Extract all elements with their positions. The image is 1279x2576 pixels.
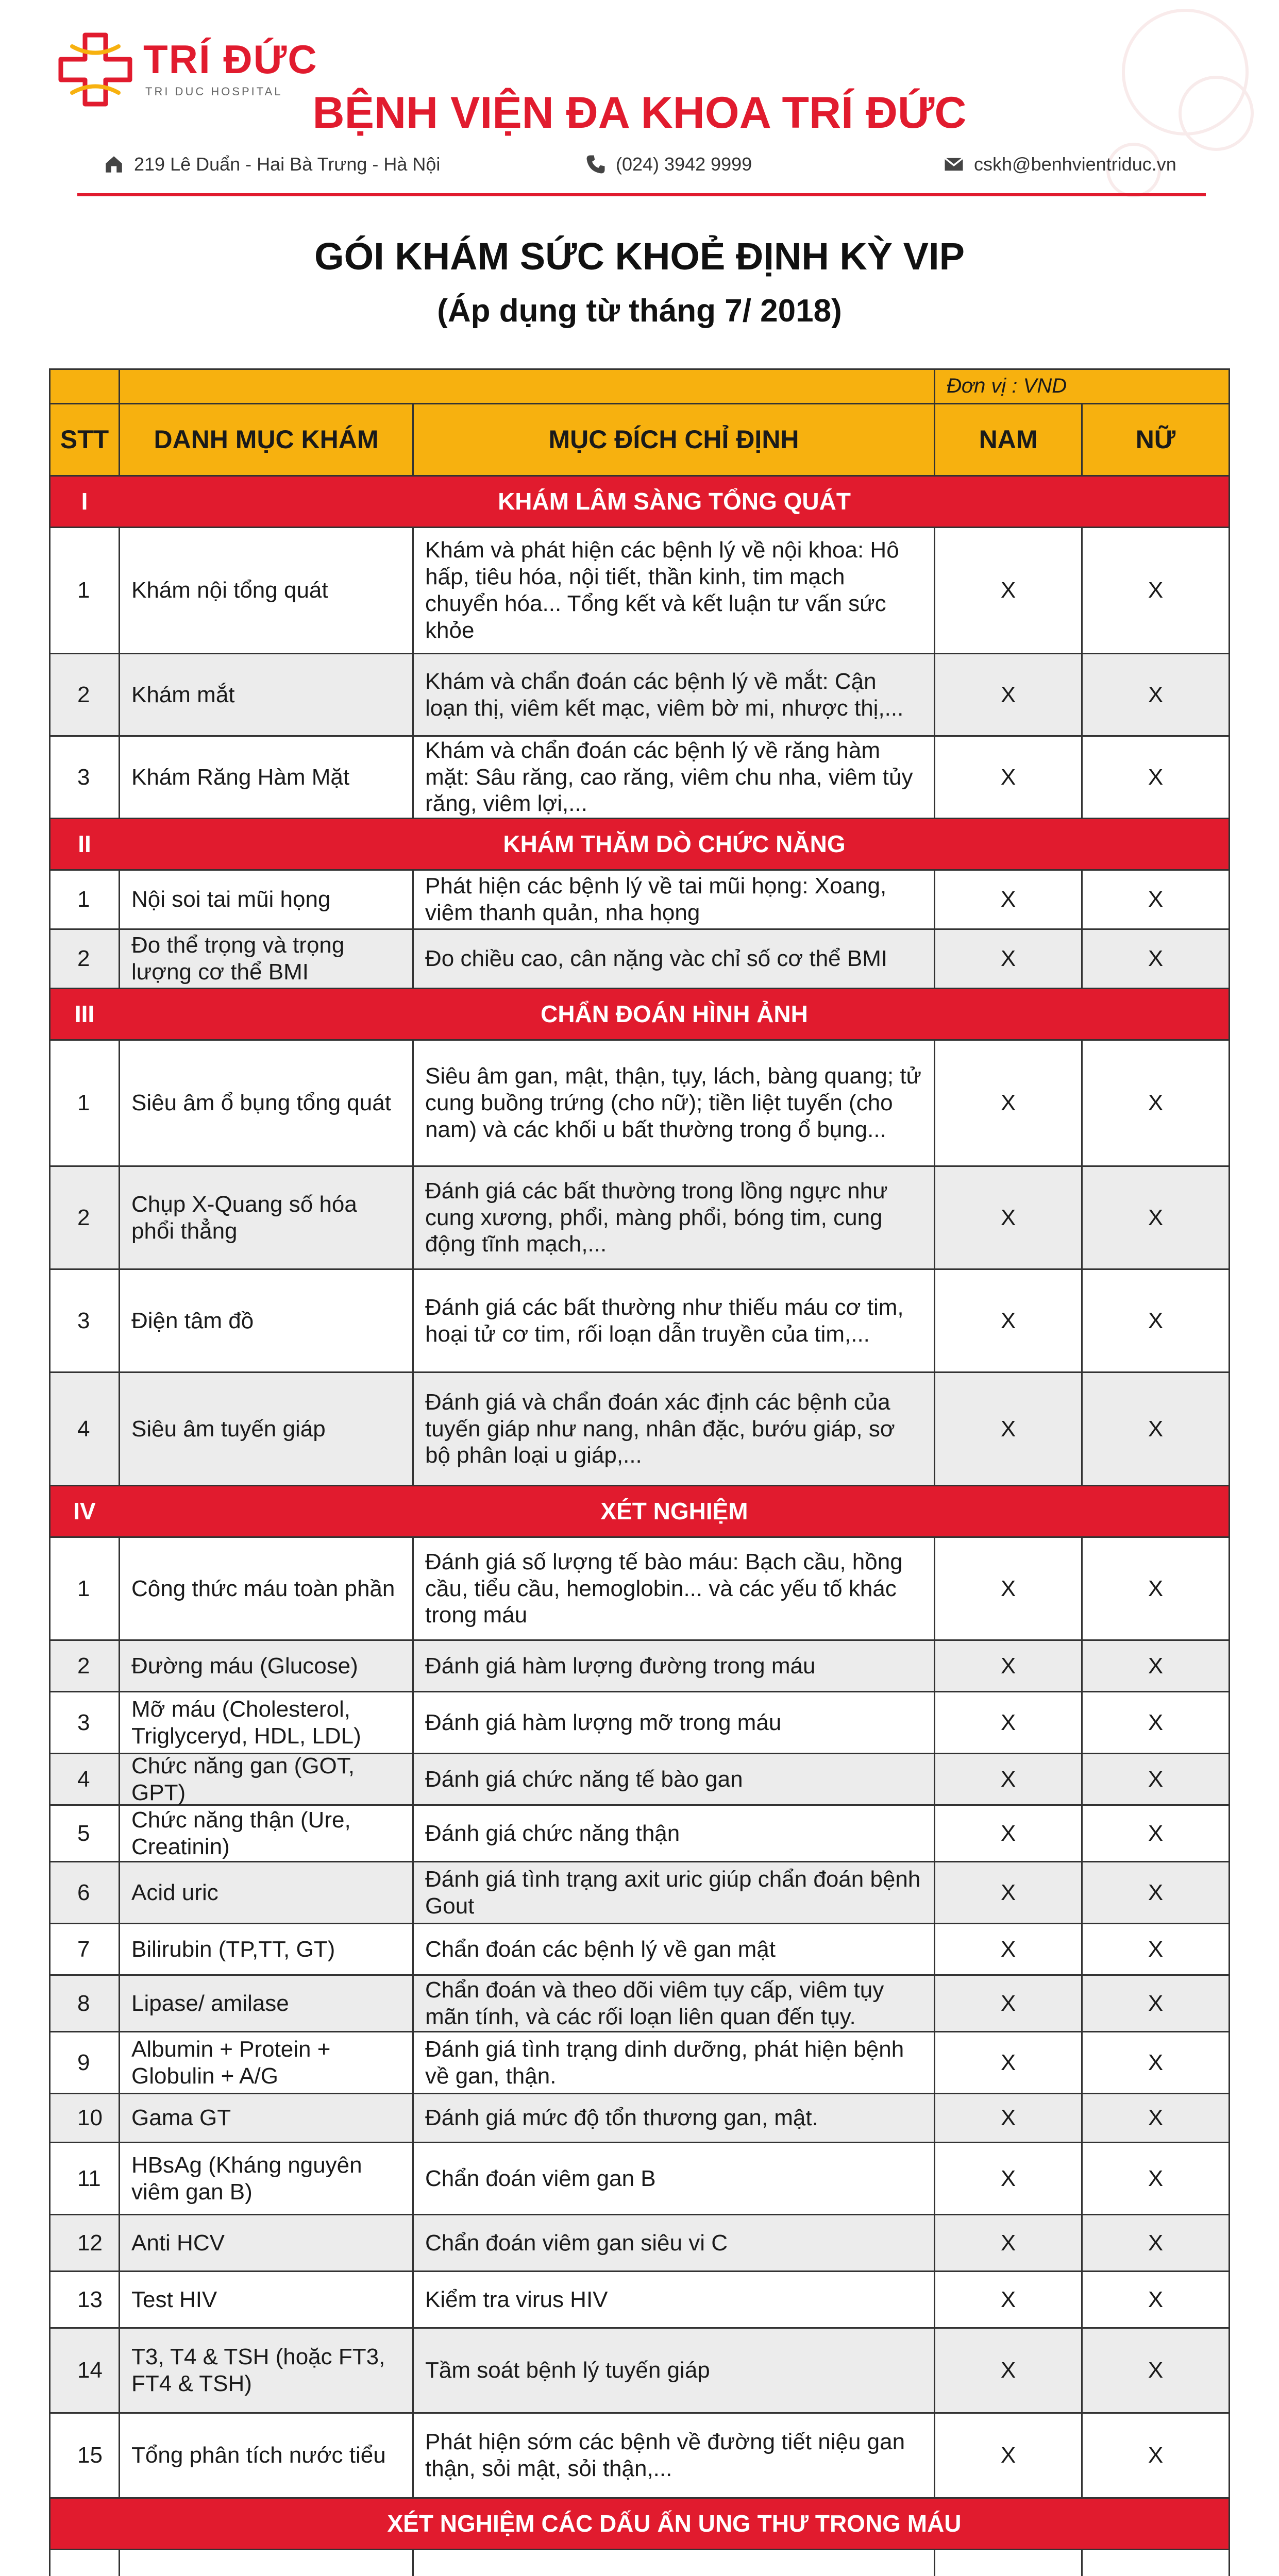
row-male-mark: X (935, 1538, 1083, 1639)
row-male-mark: X (935, 654, 1083, 735)
row-stt: 5 (49, 1806, 120, 1861)
table-row (49, 1806, 1230, 1862)
row-category: Nội soi tai mũi họng (120, 871, 414, 928)
row-category: Mỡ máu (Cholesterol, Triglyceryd, HDL, LDL) (120, 1692, 414, 1753)
row-female-mark (1083, 2550, 1230, 2576)
row-category: Tổng phân tích nước tiểu (120, 2414, 414, 2497)
price-table (49, 368, 1230, 2576)
row-purpose: Chẩn đoán các bệnh lý về gan mật (414, 1924, 935, 1974)
row-purpose: Đánh giá tình trạng dinh dưỡng, phát hiện bệnh về gan, thận. (414, 2032, 935, 2093)
row-female-mark: X (1083, 2143, 1230, 2214)
row-male-mark: X (935, 2414, 1083, 2497)
table-row (49, 1976, 1230, 2032)
row-male-mark: X (935, 1041, 1083, 1165)
row-stt: 1 (49, 528, 120, 653)
row-stt: 6 (49, 1862, 120, 1923)
home-icon (103, 154, 125, 175)
table-row (49, 930, 1230, 989)
table-row (49, 1270, 1230, 1373)
section-title: CHẨN ĐOÁN HÌNH ẢNH (120, 989, 1230, 1039)
row-purpose: Chẩn đoán viêm gan B (414, 2143, 935, 2214)
row-female-mark: X (1083, 1373, 1230, 1485)
row-category: HBsAg (Kháng nguyên viêm gan B) (120, 2143, 414, 2214)
col-stt: STT (49, 404, 120, 475)
logo-subtitle: TRI DUC HOSPITAL (145, 85, 283, 98)
row-male-mark: X (935, 1976, 1083, 2031)
section-row (49, 819, 1230, 871)
row-female-mark: X (1083, 1862, 1230, 1923)
row-female-mark: X (1083, 1041, 1230, 1165)
row-category: Gama GT (120, 2094, 414, 2142)
row-male-mark: X (935, 2329, 1083, 2412)
row-stt: 15 (49, 2414, 120, 2497)
section-number (49, 2499, 120, 2549)
phone-text: (024) 3942 9999 (616, 154, 752, 175)
row-female-mark: X (1083, 654, 1230, 735)
row-male-mark: X (935, 1641, 1083, 1691)
row-stt: 13 (49, 2272, 120, 2327)
unit-label: Đơn vị : VND (935, 370, 1230, 403)
row-purpose: Đánh giá hàm lượng đường trong máu (414, 1641, 935, 1691)
row-male-mark: X (935, 1167, 1083, 1268)
phone-item[interactable] (585, 154, 752, 175)
row-female-mark: X (1083, 2094, 1230, 2142)
row-stt: 4 (49, 1754, 120, 1804)
row-female-mark: X (1083, 737, 1230, 818)
section-row (49, 989, 1230, 1041)
row-category: Khám Răng Hàm Mặt (120, 737, 414, 818)
row-purpose (414, 2550, 935, 2576)
col-female: NỮ (1083, 404, 1230, 475)
row-stt: 10 (49, 2094, 120, 2142)
contact-row (103, 154, 1180, 184)
row-female-mark: X (1083, 2414, 1230, 2497)
row-purpose: Khám và phát hiện các bệnh lý về nội khoa: Hô hấp, tiêu hóa, nội tiết, thần kinh, tim mạch chuyển hóa... Tổng kết và kết luận tư vấn sức khỏe (414, 528, 935, 653)
row-male-mark: X (935, 528, 1083, 653)
address-item (103, 154, 440, 175)
row-male-mark: X (935, 930, 1083, 988)
row-male-mark: X (935, 1924, 1083, 1974)
table-row (49, 2215, 1230, 2272)
section-number: III (49, 989, 120, 1039)
table-row (49, 1862, 1230, 1924)
row-purpose: Đánh giá và chẩn đoán xác định các bệnh của tuyến giáp như nang, nhân đặc, bướu giáp, sơ bộ phân loại u giáp,... (414, 1373, 935, 1485)
row-female-mark: X (1083, 2032, 1230, 2093)
row-female-mark: X (1083, 1538, 1230, 1639)
email-text: cskh@benhvientriduc.vn (974, 154, 1176, 175)
address-text: 219 Lê Duẩn - Hai Bà Trưng - Hà Nội (134, 154, 441, 175)
row-purpose: Khám và chẩn đoán các bệnh lý về răng hàm mặt: Sâu răng, cao răng, viêm chu nha, viêm tủy răng, viêm lợi,... (414, 737, 935, 818)
row-stt: 3 (49, 1692, 120, 1753)
row-female-mark: X (1083, 2272, 1230, 2327)
table-row (49, 2414, 1230, 2499)
table-row (49, 2143, 1230, 2215)
section-number: II (49, 819, 120, 869)
row-male-mark: X (935, 2094, 1083, 2142)
row-male-mark: X (935, 1862, 1083, 1923)
row-female-mark: X (1083, 2215, 1230, 2270)
table-row (49, 2329, 1230, 2414)
row-female-mark: X (1083, 871, 1230, 928)
row-male-mark: X (935, 2032, 1083, 2093)
section-number: I (49, 477, 120, 527)
row-category (120, 2550, 414, 2576)
row-male-mark: X (935, 2143, 1083, 2214)
table-row (49, 1924, 1230, 1976)
row-female-mark: X (1083, 1806, 1230, 1861)
row-category: Anti HCV (120, 2215, 414, 2270)
table-row (49, 1041, 1230, 1167)
row-male-mark: X (935, 2272, 1083, 2327)
section-title: XÉT NGHIỆM CÁC DẤU ẤN UNG THƯ TRONG MÁU (120, 2499, 1230, 2549)
row-category: Khám mắt (120, 654, 414, 735)
section-number: IV (49, 1486, 120, 1536)
row-stt (49, 2550, 120, 2576)
row-stt: 9 (49, 2032, 120, 2093)
row-female-mark: X (1083, 2329, 1230, 2412)
row-female-mark: X (1083, 1692, 1230, 1753)
row-female-mark: X (1083, 1976, 1230, 2031)
row-category: Chức năng thận (Ure, Creatinin) (120, 1806, 414, 1861)
row-purpose: Đo chiều cao, cân nặng vàc chỉ số cơ thể BMI (414, 930, 935, 988)
row-purpose: Đánh giá các bất thường trong lồng ngực như cung xương, phổi, màng phổi, bóng tim, cung động tĩnh mạch,... (414, 1167, 935, 1268)
row-stt: 3 (49, 737, 120, 818)
row-male-mark: X (935, 737, 1083, 818)
page-title: GÓI KHÁM SỨC KHOẺ ĐỊNH KỲ VIP (314, 235, 965, 278)
table-row (49, 654, 1230, 737)
table-row (49, 2094, 1230, 2143)
row-male-mark: X (935, 1692, 1083, 1753)
row-male-mark: X (935, 1373, 1083, 1485)
row-purpose: Chẩn đoán và theo dõi viêm tụy cấp, viêm tụy mãn tính, và các rối loạn liên quan đến tụy. (414, 1976, 935, 2031)
table-row (49, 1167, 1230, 1270)
row-stt: 4 (49, 1373, 120, 1485)
table-row (49, 1373, 1230, 1486)
row-purpose: Đánh giá hàm lượng mỡ trong máu (414, 1692, 935, 1753)
section-row (49, 2499, 1230, 2550)
table-row (49, 737, 1230, 819)
row-male-mark: X (935, 1806, 1083, 1861)
row-purpose: Siêu âm gan, mật, thận, tụy, lách, bàng quang; tử cung buồng trứng (cho nữ); tiền liệt tuyến (cho nam) và các khối u bất thường trong ổ bụng... (414, 1041, 935, 1165)
table-row (49, 1538, 1230, 1641)
row-purpose: Đánh giá tình trạng axit uric giúp chẩn đoán bệnh Gout (414, 1862, 935, 1923)
row-purpose: Chẩn đoán viêm gan siêu vi C (414, 2215, 935, 2270)
row-category: Test HIV (120, 2272, 414, 2327)
row-male-mark: X (935, 1270, 1083, 1371)
logo-name: TRÍ ĐỨC (143, 37, 318, 82)
phone-icon (585, 154, 607, 175)
table-row (49, 1754, 1230, 1806)
table-row (49, 2272, 1230, 2329)
row-stt: 2 (49, 930, 120, 988)
row-male-mark (935, 2550, 1083, 2576)
row-category: Chụp X-Quang số hóa phổi thẳng (120, 1167, 414, 1268)
table-row (49, 2032, 1230, 2094)
table-row (49, 1692, 1230, 1754)
row-purpose: Tầm soát bệnh lý tuyến giáp (414, 2329, 935, 2412)
row-category: Albumin + Protein + Globulin + A/G (120, 2032, 414, 2093)
row-category: Đường máu (Glucose) (120, 1641, 414, 1691)
row-female-mark: X (1083, 930, 1230, 988)
email-item[interactable] (943, 154, 1176, 175)
col-purpose: MỤC ĐÍCH CHỈ ĐỊNH (414, 404, 935, 475)
row-category: Siêu âm ổ bụng tổng quát (120, 1041, 414, 1165)
row-category: Acid uric (120, 1862, 414, 1923)
row-purpose: Đánh giá các bất thường như thiếu máu cơ tim, hoại tử cơ tim, rối loạn dẫn truyền của tim,... (414, 1270, 935, 1371)
section-title: KHÁM LÂM SÀNG TỔNG QUÁT (120, 477, 1230, 527)
row-purpose: Kiểm tra virus HIV (414, 2272, 935, 2327)
row-stt: 8 (49, 1976, 120, 2031)
row-category: Khám nội tổng quát (120, 528, 414, 653)
row-purpose: Đánh giá mức độ tổn thương gan, mật. (414, 2094, 935, 2142)
row-purpose: Khám và chẩn đoán các bệnh lý về mắt: Cận loạn thị, viêm kết mạc, viêm bờ mi, nhược thị,... (414, 654, 935, 735)
row-male-mark: X (935, 1754, 1083, 1804)
row-purpose: Phát hiện các bệnh lý về tai mũi họng: Xoang, viêm thanh quản, nha họng (414, 871, 935, 928)
section-title: KHÁM THĂM DÒ CHỨC NĂNG (120, 819, 1230, 869)
table-row (49, 528, 1230, 654)
row-category: Công thức máu toàn phần (120, 1538, 414, 1639)
table-row (49, 871, 1230, 930)
row-stt: 1 (49, 1538, 120, 1639)
row-stt: 11 (49, 2143, 120, 2214)
row-category: Siêu âm tuyến giáp (120, 1373, 414, 1485)
row-purpose: Đánh giá chức năng thận (414, 1806, 935, 1861)
row-stt: 12 (49, 2215, 120, 2270)
table-header-row (49, 404, 1230, 477)
page-header (0, 0, 1279, 216)
table-row (49, 1641, 1230, 1692)
row-male-mark: X (935, 2215, 1083, 2270)
row-stt: 2 (49, 1167, 120, 1268)
section-row (49, 1486, 1230, 1538)
row-category: Đo thể trọng và trọng lượng cơ thể BMI (120, 930, 414, 988)
header-divider (77, 193, 1206, 196)
row-category: Điện tâm đồ (120, 1270, 414, 1371)
row-stt: 2 (49, 1641, 120, 1691)
table-row (49, 2550, 1230, 2576)
col-category: DANH MỤC KHÁM (120, 404, 414, 475)
row-stt: 1 (49, 871, 120, 928)
row-stt: 14 (49, 2329, 120, 2412)
row-category: Lipase/ amilase (120, 1976, 414, 2031)
row-stt: 1 (49, 1041, 120, 1165)
table-body (49, 477, 1230, 2576)
row-stt: 2 (49, 654, 120, 735)
hospital-name: BỆNH VIỆN ĐA KHOA TRÍ ĐỨC (312, 88, 967, 138)
row-purpose: Đánh giá chức năng tế bào gan (414, 1754, 935, 1804)
row-female-mark: X (1083, 1641, 1230, 1691)
row-category: Bilirubin (TP,TT, GT) (120, 1924, 414, 1974)
section-title: XÉT NGHIỆM (120, 1486, 1230, 1536)
page-subtitle: (Áp dụng từ tháng 7/ 2018) (437, 293, 842, 329)
envelope-icon (943, 154, 965, 175)
row-female-mark: X (1083, 1167, 1230, 1268)
row-stt: 3 (49, 1270, 120, 1371)
row-purpose: Phát hiện sớm các bệnh về đường tiết niệu gan thận, sỏi mật, sỏi thận,... (414, 2414, 935, 2497)
row-purpose: Đánh giá số lượng tế bào máu: Bạch cầu, hồng cầu, tiểu cầu, hemoglobin... và các yếu tố khác trong máu (414, 1538, 935, 1639)
unit-row (49, 368, 1230, 404)
row-female-mark: X (1083, 1754, 1230, 1804)
row-female-mark: X (1083, 528, 1230, 653)
row-category: T3, T4 & TSH (hoặc FT3, FT4 & TSH) (120, 2329, 414, 2412)
row-male-mark: X (935, 871, 1083, 928)
row-category: Chức năng gan (GOT, GPT) (120, 1754, 414, 1804)
section-row (49, 477, 1230, 528)
col-male: NAM (935, 404, 1083, 475)
row-female-mark: X (1083, 1924, 1230, 1974)
row-stt: 7 (49, 1924, 120, 1974)
row-female-mark: X (1083, 1270, 1230, 1371)
